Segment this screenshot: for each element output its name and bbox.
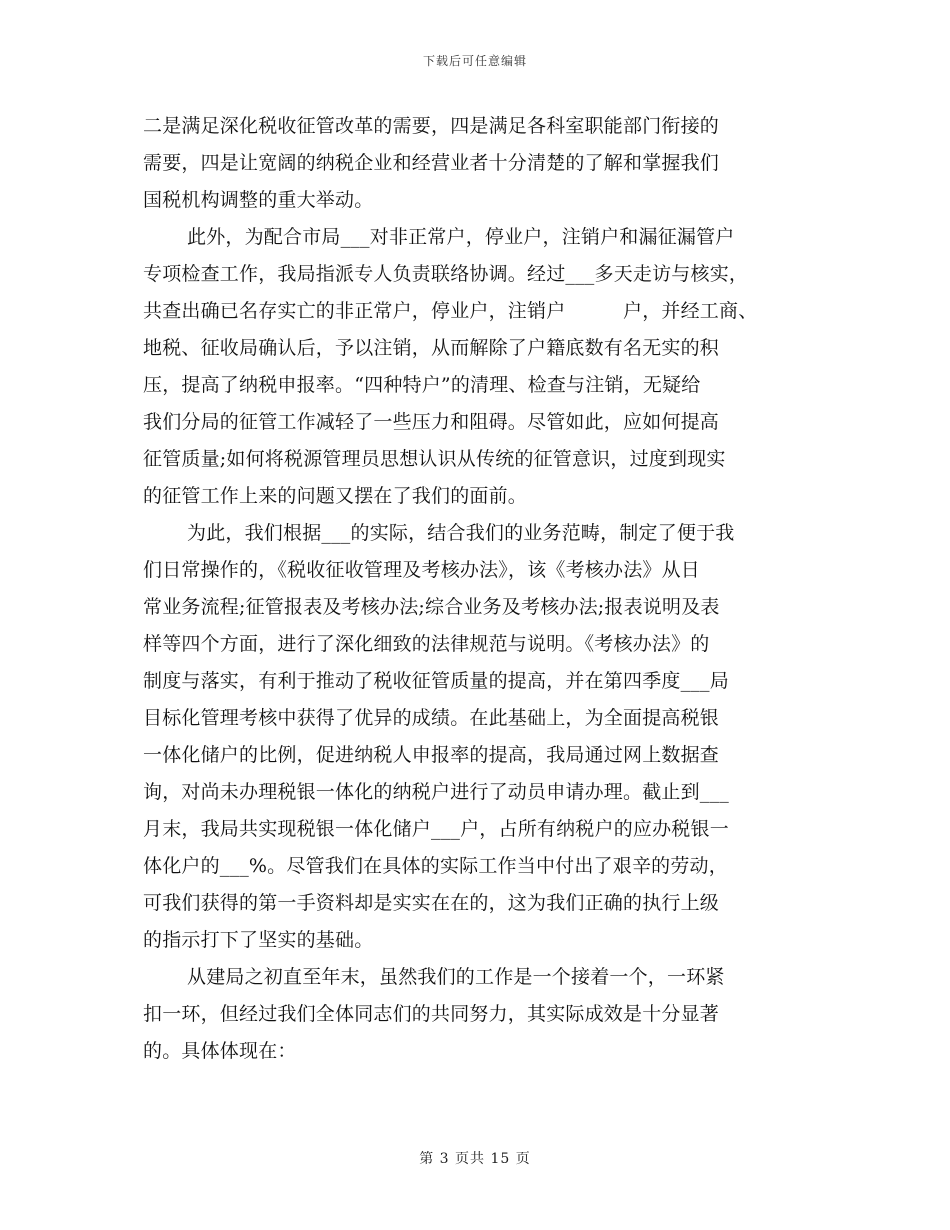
body-line-18: 一体化储户的比例，促进纳税人申报率的提高，我局通过网上数据查: [143, 744, 720, 766]
body-line-20: 月末，我局共实现税银一体化储户___户，占所有纳税户的应办税银一: [143, 818, 729, 840]
body-line-16: 制度与落实，有利于推动了税收征管质量的提高，并在第四季度___局: [143, 670, 729, 692]
body-line-15: 样等四个方面，进行了深化细致的法律规范与说明。《考核办法》的: [143, 633, 710, 655]
body-line-19: 询，对尚未办理税银一体化的纳税户进行了动员申请办理。截止到___: [143, 781, 729, 803]
body-line-9: 我们分局的征管工作减轻了一些压力和阻碍。尽管如此，应如何提高: [143, 411, 720, 433]
body-line-21: 体化户的___%。尽管我们在具体的实际工作当中付出了艰辛的劳动，: [143, 855, 728, 877]
body-line-10: 征管质量;如何将税源管理员思想认识从传统的征管意识，过度到现实: [143, 448, 726, 470]
body-line-23: 的指示打下了坚实的基础。: [143, 929, 374, 951]
body-line-11: 的征管工作上来的问题又摆在了我们的面前。: [143, 485, 528, 507]
body-line-1: 二是满足深化税收征管改革的需要，四是满足各科室职能部门衔接的: [143, 115, 720, 137]
body-line-13: 们日常操作的，《税收征收管理及考核办法》，该《考核办法》从日: [143, 559, 701, 581]
body-line-6: 共查出确已名存实亡的非正常户，停业户，注销户 户，并经工商、: [143, 300, 758, 322]
body-line-26: 的。具体体现在：: [143, 1040, 297, 1062]
body-line-4: 此外，为配合市局___对非正常户，停业户，注销户和漏征漏管户: [187, 226, 735, 248]
body-line-14: 常业务流程;征管报表及考核办法;综合业务及考核办法;报表说明及表: [143, 596, 720, 618]
document-body: [143, 108, 813, 1070]
body-line-2: 需要，四是让宽阔的纳税企业和经营业者十分清楚的了解和掌握我们: [143, 152, 720, 174]
body-line-12: 为此，我们根据___的实际，结合我们的业务范畴，制定了便于我: [187, 522, 735, 544]
body-line-7: 地税、征收局确认后，予以注销，从而解除了户籍底数有名无实的积: [143, 337, 720, 359]
body-line-3: 国税机构调整的重大举动。: [143, 189, 374, 211]
page-footer: 第 3 页共 15 页: [419, 1151, 531, 1167]
page-header: 下载后可任意编辑: [422, 54, 527, 68]
body-line-24: 从建局之初直至年末，虽然我们的工作是一个接着一个，一环紧: [187, 966, 725, 988]
body-line-22: 可我们获得的第一手资料却是实实在在的，这为我们正确的执行上级: [143, 892, 720, 914]
body-line-17: 目标化管理考核中获得了优异的成绩。在此基础上，为全面提高税银: [143, 707, 720, 729]
body-line-25: 扣一环，但经过我们全体同志们的共同努力，其实际成效是十分显著: [143, 1003, 720, 1025]
body-line-5: 专项检查工作，我局指派专人负责联络协调。经过___多天走访与核实，: [143, 263, 749, 285]
body-line-8: 压，提高了纳税申报率。“四种特户”的清理、检查与注销，无疑给: [143, 374, 701, 396]
